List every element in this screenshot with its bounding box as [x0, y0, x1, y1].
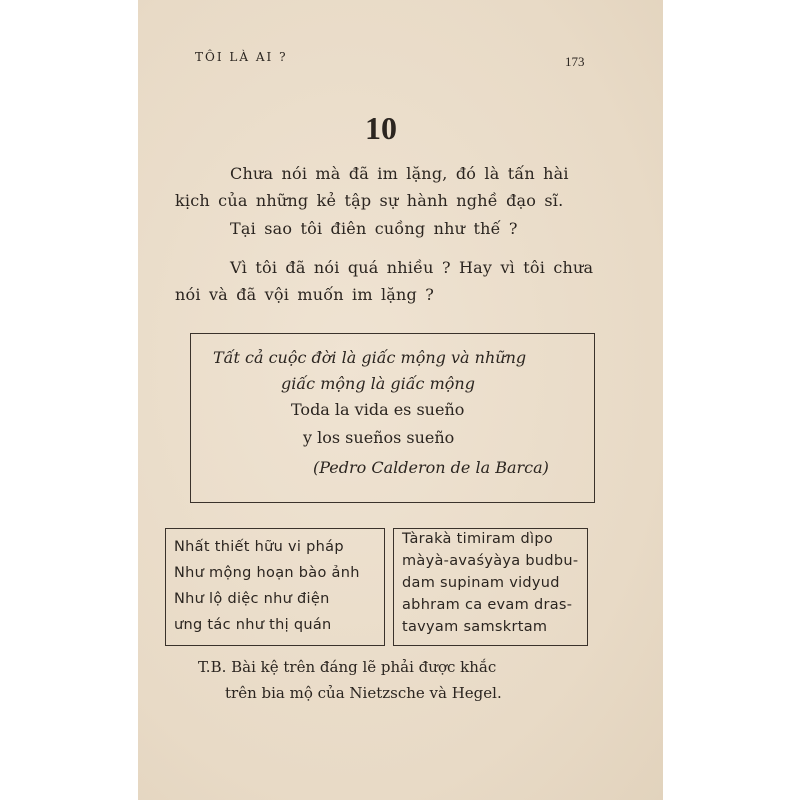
verse-right-line-1: Tàrakà timiram dìpo [402, 531, 553, 547]
verse-left-line-1: Nhất thiết hữu vi pháp [174, 539, 344, 555]
paragraph-2 [175, 215, 595, 242]
note-line-1: T.B. Bài kệ trên đáng lẽ phải được khắc [198, 658, 497, 676]
paragraph-3-line-1: Vì tôi đã nói quá nhiều ? Hay vì tôi chưa [230, 258, 594, 277]
running-title: TÔI LÀ AI ? [195, 50, 288, 64]
quote-line-2: giấc mộng là giấc mộng [281, 374, 475, 393]
verse-right-line-2: màyà-avaśyàya budbu- [402, 553, 579, 569]
paragraph-2-line-1: Tại sao tôi điên cuồng như thế ? [230, 219, 518, 238]
verse-right-line-3: dam supinam vidyud [402, 575, 560, 591]
paragraph-1 [175, 160, 595, 214]
quote-line-4: y los sueños sueño [303, 428, 455, 447]
verse-left-line-4: ưng tác như thị quán [174, 617, 332, 633]
note-line-2: trên bia mộ của Nietzsche và Hegel. [225, 684, 502, 702]
verse-right-line-4: abhram ca evam dras- [402, 597, 573, 613]
quote-box [190, 333, 595, 503]
page-number: 173 [565, 54, 585, 69]
quote-line-3: Toda la vida es sueño [291, 400, 465, 419]
paragraph-3-line-2: nói và đã vội muốn im lặng ? [175, 285, 435, 304]
verse-left-line-2: Như mộng hoạn bào ảnh [174, 565, 360, 581]
chapter-number: 10 [365, 110, 397, 146]
verse-box-vietnamese [165, 528, 385, 646]
verse-right-line-5: tavyam samskrtam [402, 619, 548, 635]
verse-left-line-3: Như lộ diệc như điện [174, 591, 330, 607]
verse-box-sanskrit [393, 528, 588, 646]
paragraph-3 [175, 254, 595, 308]
paragraph-1-line-1: Chưa nói mà đã im lặng, đó là tấn hài [230, 164, 569, 183]
quote-attribution: (Pedro Calderon de la Barca) [313, 458, 549, 477]
paragraph-1-line-2: kịch của những kẻ tập sự hành nghề đạo sĩ. [175, 191, 564, 210]
quote-line-1: Tất cả cuộc đời là giấc mộng và những [213, 348, 527, 367]
